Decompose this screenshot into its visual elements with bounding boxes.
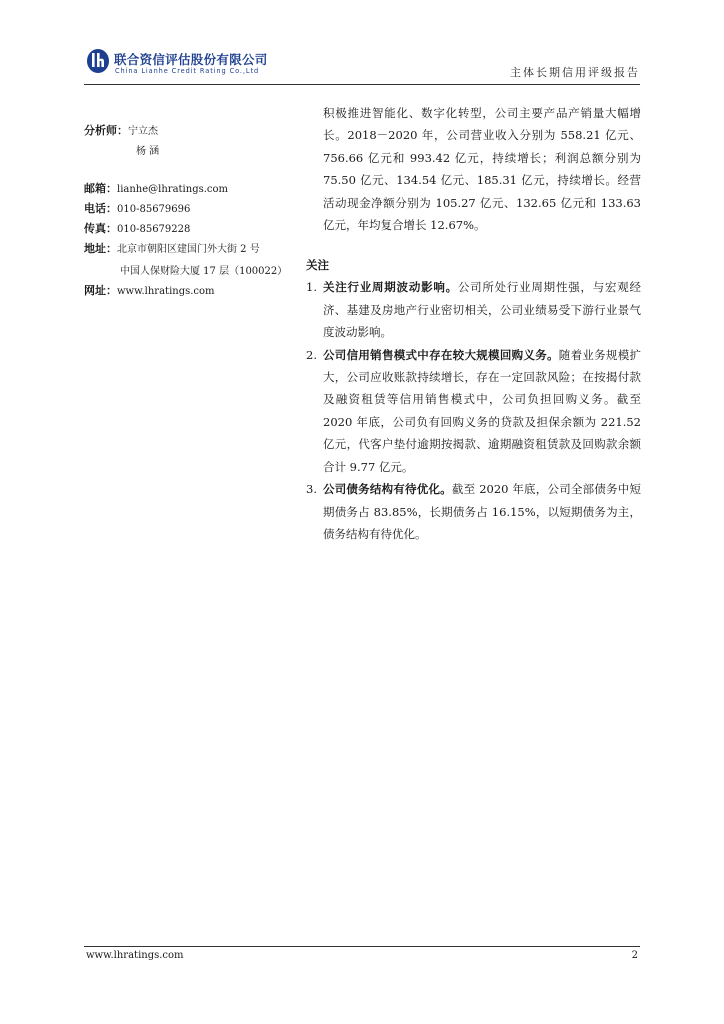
address-row-2 [120,262,287,277]
fax-value: 010-85679228 [117,224,191,235]
report-type-title: 主体长期信用评级报告 [510,66,640,79]
email-label: 邮箱： [84,182,117,195]
phone-value: 010-85679696 [117,204,191,215]
analyst-row-2 [136,142,159,157]
concern-number: 1. [306,280,317,295]
page-number: 2 [631,950,638,961]
fax-row [84,220,190,236]
address-line-2: 中国人保财险大厦 17 层（100022） [120,266,288,277]
analyst-row [84,122,158,138]
concern-title: 关注行业周期波动影响。 [323,280,458,295]
concern-body: 公司所处行业周期性强，与宏观经济、基建及房地产行业密切相关，公司业绩易受下游行业景气度波动影响。 [323,280,641,340]
concern-body: 随着业务规模扩大，公司应收账款持续增长，存在一定回款风险；在按揭付款及融资租赁等信用销售模式中，公司负担回购义务。截至 2020 年底，公司负有回购义务的贷款及担保余额为 221.52 亿元，代客户垫付逾期按揭款、逾期融资租赁款及回购款余额合计 9.77 亿元。 [323,347,642,474]
concern-item [306,344,641,478]
phone-label: 电话： [84,202,117,215]
lianhe-logo-icon [86,48,110,74]
phone-row [84,200,190,216]
header-divider [84,84,640,85]
analyst-label: 分析师： [84,124,128,137]
concern-title: 公司债务结构有待优化。 [323,482,452,497]
concern-body: 截至 2020 年底，公司全部债务中短期债务占 83.85%，长期债务占 16.15%，以短期债务为主，债务结构有待优化。 [323,482,642,541]
fax-label: 传真： [84,222,117,235]
intro-paragraph: 积极推进智能化、数字化转型，公司主要产品产销量大幅增长。2018－2020 年，公司营业收入分别为 558.21 亿元、756.66 亿元和 993.42 亿元，持续增长；利润总额分别为 75.50 亿元、134.54 亿元、185.31 亿元，持续增长。经营活动现金净额分别为 105.27 亿元、132.65 亿元和 133.63 亿元，年均复合增长 12.67%。 [323,106,641,233]
address-row [84,240,260,256]
concern-item [306,276,641,343]
concern-title: 公司信用销售模式中存在较大规模回购义务。 [323,347,559,362]
analyst-name: 杨 涵 [136,146,160,157]
address-line-1: 北京市朝阳区建国门外大街 2 号 [117,244,260,255]
company-name-cn: 联合资信评估股份有限公司 [114,52,268,67]
main-content [306,102,641,545]
analyst-name: 宁立杰 [128,126,158,137]
concern-number: 3. [306,482,317,497]
email-row [84,180,228,196]
concern-item [306,478,641,545]
concern-number: 2. [306,347,317,362]
footer-website-link[interactable]: www.lhratings.com [86,950,184,961]
website-row [84,282,215,298]
website-link[interactable]: www.lhratings.com [117,286,215,297]
address-label: 地址： [84,242,117,255]
email-link[interactable]: lianhe@lhratings.com [117,184,229,195]
company-logo [86,48,266,78]
website-label: 网址： [84,284,117,297]
footer-divider [84,946,640,947]
company-name-en: China Lianhe Credit Rating Co.,Ltd [115,67,260,75]
concerns-heading: 关注 [306,258,329,273]
